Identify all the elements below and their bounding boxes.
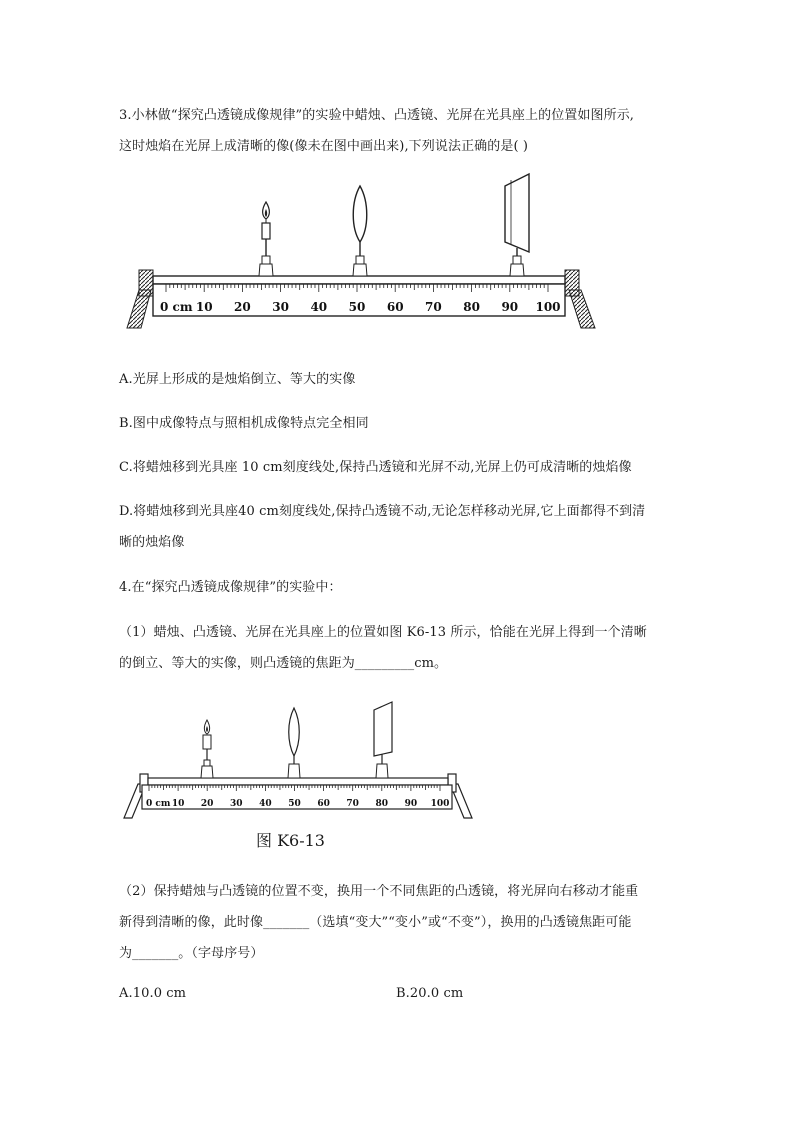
scale-tick-label: 10 [171, 799, 185, 809]
q3-option-b: B.图中成像特点与照相机成像特点完全相同 [119, 416, 369, 431]
scale-tick-label: 60 [386, 300, 404, 314]
candle [259, 202, 273, 276]
convex-lens-2 [288, 708, 300, 778]
scale-tick-label: 10 [195, 300, 213, 314]
q3-stem-line2: 这时烛焰在光屏上成清晰的像(像未在图中画出来),下列说法正确的是( ) [119, 139, 529, 154]
figure-caption: 图 K6-13 [256, 831, 325, 850]
q4-intro: 4.在“探究凸透镜成像规律”的实验中： [119, 580, 342, 595]
scale-unit-label: 0 cm [160, 300, 193, 314]
scale-tick-label: 20 [234, 300, 251, 314]
q4-part2-line3: 为_______。（字母序号） [119, 946, 264, 961]
q4-option-a: A.10.0 cm [119, 986, 187, 1001]
q3-option-a: A.光屏上形成的是烛焰倒立、等大的实像 [119, 372, 356, 387]
q3-stem-line1: 3.小林做“探究凸透镜成像规律”的实验中蜡烛、凸透镜、光屏在光具座上的位置如图所示, [119, 108, 635, 123]
scale-tick-label: 80 [375, 799, 389, 809]
q4-part1-line2: 的倒立、等大的实像，则凸透镜的焦距为_________cm。 [119, 656, 448, 671]
bench-right-end [565, 270, 579, 296]
q4-part2-line1: （2）保持蜡烛与凸透镜的位置不变，换用一个不同焦距的凸透镜，将光屏向右移动才能重 [119, 884, 639, 899]
scale2-unit-label: 0 cm [146, 799, 171, 809]
q3-option-d-line1: D.将蜡烛移到光具座40 cm刻度线处,保持凸透镜不动,无论怎样移动光屏,它上面都得不到清 [119, 504, 646, 519]
scale-tick-label: 100 [535, 300, 561, 314]
bench2-rail [148, 778, 448, 785]
candle-2 [201, 720, 213, 778]
q4-option-b: B.20.0 cm [396, 986, 464, 1001]
scale-tick-label: 20 [200, 799, 214, 809]
q4-part2-line2: 新得到清晰的像，此时像_______（选填“变大”“变小”或“不变”），换用的凸透镜焦距可能 [119, 915, 632, 930]
scale-tick-label: 80 [463, 300, 480, 314]
bench-left-end [139, 270, 153, 296]
bench-rail [153, 276, 565, 284]
scale-tick-label: 30 [230, 799, 243, 809]
q3-option-c: C.将蜡烛移到光具座 10 cm刻度线处,保持凸透镜和光屏不动,光屏上仍可成清晰的烛焰像 [119, 460, 632, 475]
scale-tick-label: 40 [259, 799, 272, 809]
scale-tick-label: 70 [425, 300, 442, 314]
light-screen [505, 174, 529, 276]
scale-tick-label: 70 [346, 799, 359, 809]
scale-tick-label: 40 [310, 300, 328, 314]
scale-tick-label: 50 [348, 300, 366, 314]
scale-tick-label: 90 [404, 799, 418, 809]
light-screen-2 [374, 702, 392, 778]
q3-optical-bench-figure [125, 172, 605, 334]
scale-tick-label: 60 [317, 799, 330, 809]
scale-tick-label: 50 [288, 799, 301, 809]
q3-option-d-line2: 晰的烛焰像 [119, 535, 185, 550]
q4-optical-bench-figure [118, 700, 478, 828]
scale-tick-label: 90 [501, 300, 519, 314]
scale-tick-label: 30 [272, 300, 289, 314]
convex-lens [353, 186, 367, 276]
scale-tick-label: 100 [430, 799, 450, 809]
q4-part1-line1: （1）蜡烛、凸透镜、光屏在光具座上的位置如图 K6-13 所示，恰能在光屏上得到一个清晰 [119, 625, 647, 640]
